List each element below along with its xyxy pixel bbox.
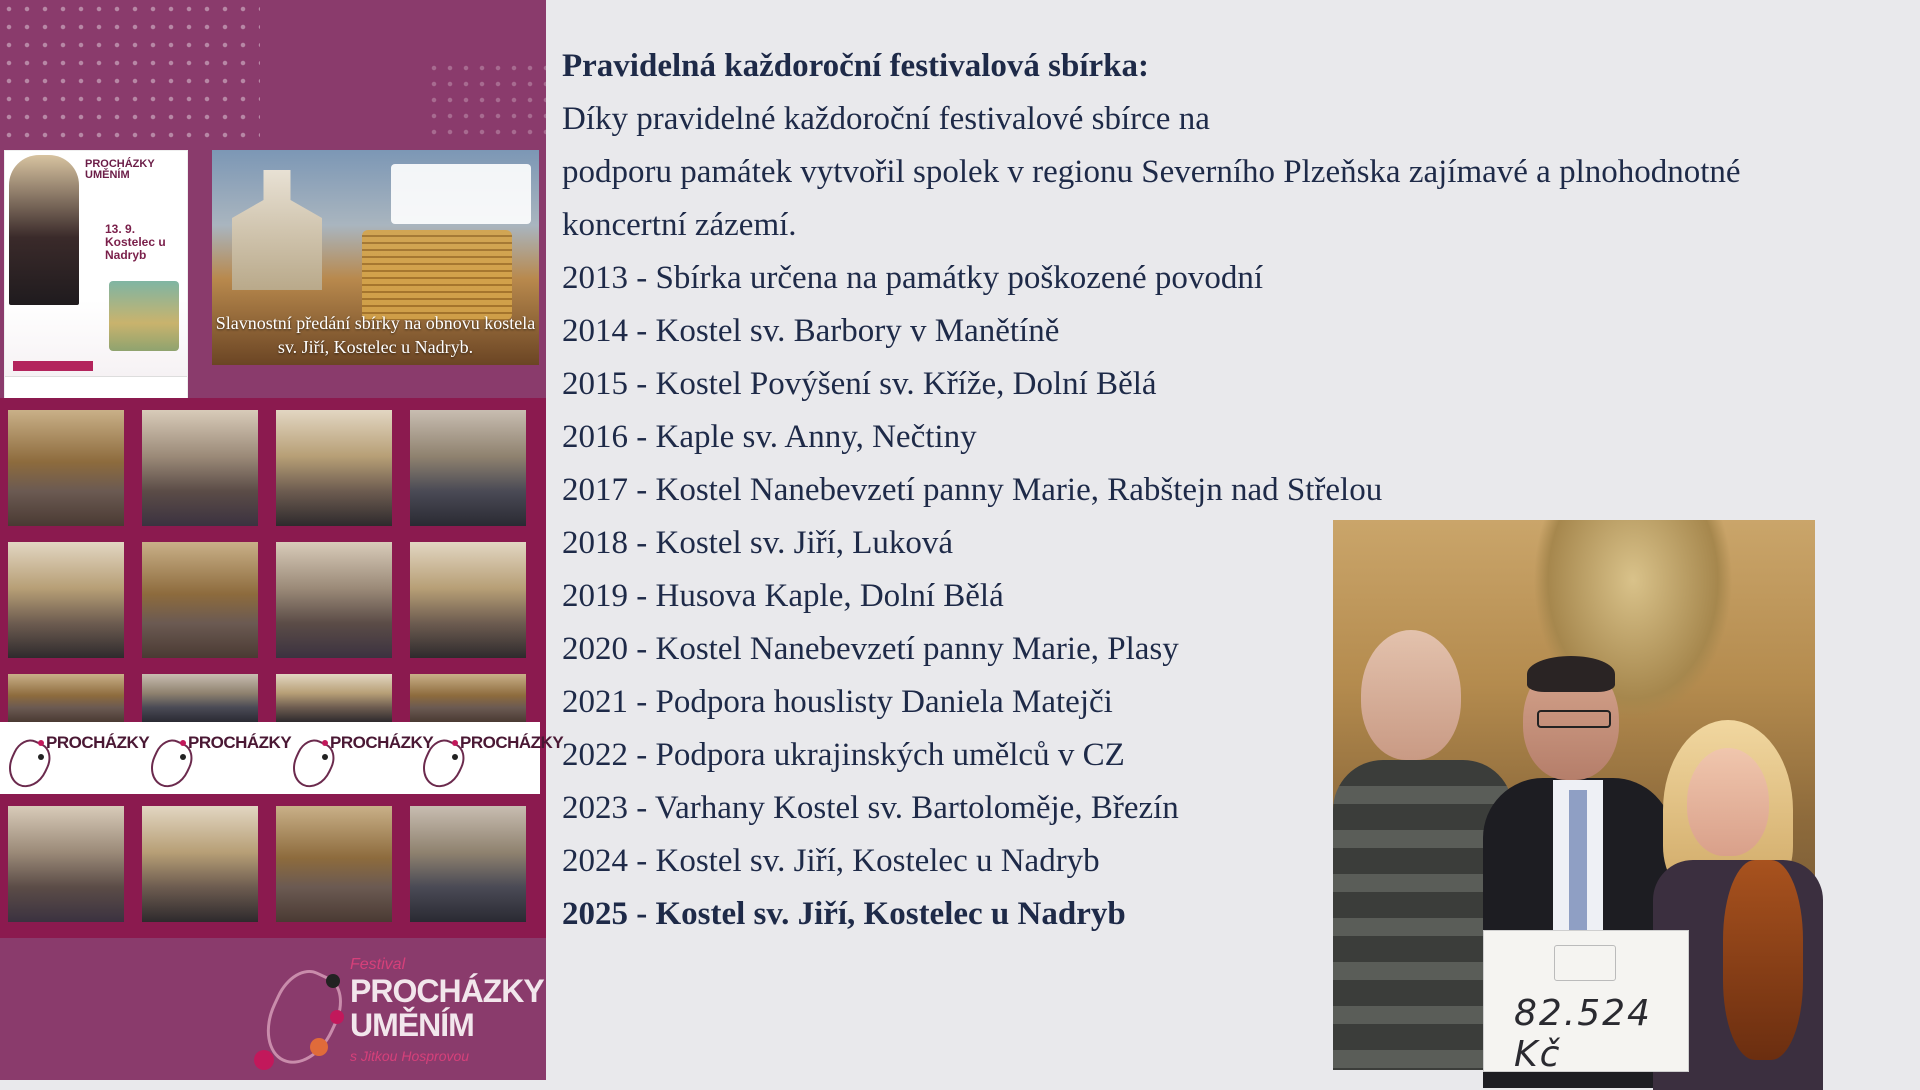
intro-line: Díky pravidelné každoroční festivalové sbírce na: [562, 101, 1210, 137]
poster-fresco-image: [109, 281, 179, 351]
logo-tagline: s Jitkou Hosprovou: [350, 1048, 470, 1064]
year-entry: 2022 - Podpora ukrajinských umělců v CZ: [562, 737, 1125, 773]
year-entry: 2013 - Sbírka určena na památky poškozené povodní: [562, 260, 1264, 296]
collage-panel: [0, 0, 564, 1080]
concert-photo: [410, 410, 526, 526]
poster-title: PROCHÁZKY UMĚNÍM: [85, 158, 155, 181]
festival-logo-band: [148, 732, 292, 788]
concert-photo: [142, 674, 258, 722]
concert-photo: [276, 542, 392, 658]
intro-line: koncertní zázemí.: [562, 207, 797, 243]
concert-photo: [410, 674, 526, 722]
coins-church-image: [212, 150, 539, 365]
band-logo-text-1: PROCHÁZKY: [46, 733, 150, 752]
concert-photo: [142, 806, 258, 922]
concert-photo: [8, 674, 124, 722]
concert-photo: [8, 542, 124, 658]
festival-logo-small: [391, 164, 531, 224]
violin-icon: [1723, 860, 1803, 1060]
festival-logo-band: [6, 732, 150, 788]
coins-caption: Slavnostní předání sbírky na obnovu kostela sv. Jiří, Kostelec u Nadryb.: [215, 313, 536, 357]
year-entry: 2018 - Kostel sv. Jiří, Luková: [562, 525, 954, 561]
festival-logo-large: [250, 950, 544, 1075]
band-logo-text-1: PROCHÁZKY: [188, 733, 292, 752]
current-year-entry: 2025 - Kostel sv. Jiří, Kostelec u Nadryb: [562, 896, 1126, 932]
intro-line: podporu památek vytvořil spolek v regionu Severního Plzeňska zajímavé a plnohodnotné: [562, 154, 1741, 190]
year-entry: 2021 - Podpora houslisty Daniela Matejči: [562, 684, 1113, 720]
photo-grid: [0, 398, 546, 938]
year-entry: 2017 - Kostel Nanebevzetí panny Marie, Rabštejn nad Střelou: [562, 472, 1383, 508]
year-entry: 2020 - Kostel Nanebevzetí panny Marie, Plasy: [562, 631, 1179, 667]
coin-stack: [362, 230, 512, 320]
poster-bar: [13, 361, 93, 371]
year-entry: 2015 - Kostel Povýšení sv. Kříže, Dolní Bělá: [562, 366, 1157, 402]
section-heading: Pravidelná každoroční festivalová sbírka:: [562, 48, 1149, 84]
concert-photo: [410, 806, 526, 922]
concert-photo: [410, 542, 526, 658]
year-entry: 2014 - Kostel sv. Barbory v Manětíně: [562, 313, 1060, 349]
poster-violinist-photo: [9, 155, 79, 305]
logo-title: [350, 974, 544, 1042]
logo-title-line2: UMĚNÍM: [350, 1007, 474, 1043]
dot-pattern: [0, 0, 260, 140]
concert-photo: [276, 410, 392, 526]
cheque-logo: [1554, 945, 1616, 981]
year-entry: 2024 - Kostel sv. Jiří, Kostelec u Nadryb: [562, 843, 1100, 879]
logo-festival-word: Festival: [350, 956, 406, 973]
concert-photo: [8, 410, 124, 526]
festival-poster: [4, 150, 188, 400]
festival-logo-band: [290, 732, 434, 788]
band-logo-text-1: PROCHÁZKY: [330, 733, 434, 752]
festival-logo-band: [420, 732, 564, 788]
concert-photo: [142, 410, 258, 526]
concert-photo: [276, 674, 392, 722]
church-illustration: [232, 170, 322, 290]
concert-photo: [8, 806, 124, 922]
cheque-handover-photo: [1333, 520, 1815, 1075]
logo-title-line1: PROCHÁZKY: [350, 973, 544, 1009]
band-logo-text-1: PROCHÁZKY: [460, 733, 564, 752]
priest-figure: [1333, 630, 1503, 1070]
year-entry: 2019 - Husova Kaple, Dolní Bělá: [562, 578, 1004, 614]
year-entry: 2023 - Varhany Kostel sv. Bartoloměje, Březín: [562, 790, 1179, 826]
cheque-amount: 82.524 Kč: [1514, 993, 1652, 1075]
dot-pattern: [426, 60, 546, 140]
donation-cheque: [1483, 930, 1689, 1075]
poster-date: 13. 9. Kostelec u Nadryb: [105, 222, 166, 262]
concert-photo: [142, 542, 258, 658]
concert-photo: [276, 806, 392, 922]
year-entry: 2016 - Kaple sv. Anny, Nečtiny: [562, 419, 977, 455]
poster-sponsor-strip: [5, 376, 187, 399]
